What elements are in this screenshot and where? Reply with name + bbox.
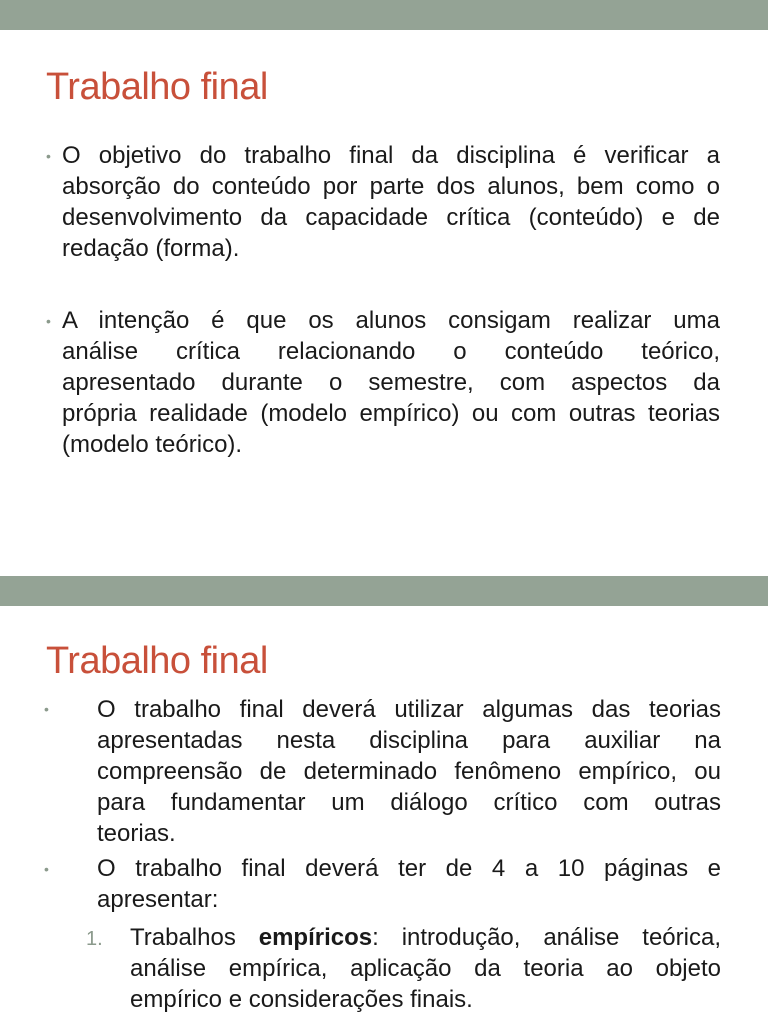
text-line: empírico e considerações finais. — [130, 986, 473, 1013]
list-number: 1. — [86, 928, 103, 950]
text-line: A intenção é que os alunos consigam realizar uma — [62, 307, 720, 334]
text-line: O trabalho final deverá utilizar algumas das teorias — [97, 696, 721, 723]
text-line: apresentado durante o semestre, com aspectos da — [62, 369, 720, 396]
slide-header-bar — [0, 576, 768, 606]
text-line: O trabalho final deverá ter de 4 a 10 páginas e — [97, 855, 721, 882]
slide-1-bullet-2 — [62, 305, 720, 460]
text-line: análise empírica, aplicação da teoria ao objeto — [130, 955, 721, 982]
bullet-icon: • — [44, 701, 49, 717]
text-rest: : introdução, análise teórica, — [372, 924, 721, 951]
slide-2-bullet-1 — [97, 694, 721, 849]
bullet-icon: • — [46, 148, 51, 164]
text-line: compreensão de determinado fenômeno empírico, ou — [97, 758, 721, 785]
text-line — [130, 922, 721, 953]
text-line: redação (forma). — [62, 235, 240, 262]
text-line: O objetivo do trabalho final da disciplina é verificar a — [62, 142, 720, 169]
text-line: própria realidade (modelo empírico) ou com outras teorias — [62, 400, 720, 427]
slide-header-bar — [0, 0, 768, 30]
text-line: apresentar: — [97, 886, 219, 913]
text-line: para fundamentar um diálogo crítico com outras — [97, 789, 721, 816]
text-line: teorias. — [97, 820, 176, 847]
slide-2-bullet-2 — [97, 853, 721, 915]
text-line: análise crítica relacionando o conteúdo teórico, — [62, 338, 720, 365]
bullet-icon: • — [44, 861, 49, 877]
slide-1-bullet-1 — [62, 140, 720, 264]
bold-term: empíricos — [258, 924, 373, 951]
text-line: apresentadas nesta disciplina para auxiliar na — [97, 727, 721, 754]
slide-2-title: Trabalho final — [46, 640, 268, 682]
text-line: desenvolvimento da capacidade crítica (conteúdo) e de — [62, 204, 720, 231]
slide-1-title: Trabalho final — [46, 66, 268, 108]
text-prefix: Trabalhos — [130, 924, 259, 951]
bullet-icon: • — [46, 313, 51, 329]
text-line: (modelo teórico). — [62, 431, 243, 458]
slide-2-numbered-item-1 — [130, 922, 721, 1015]
text-line: absorção do conteúdo por parte dos alunos, bem como o — [62, 173, 720, 200]
